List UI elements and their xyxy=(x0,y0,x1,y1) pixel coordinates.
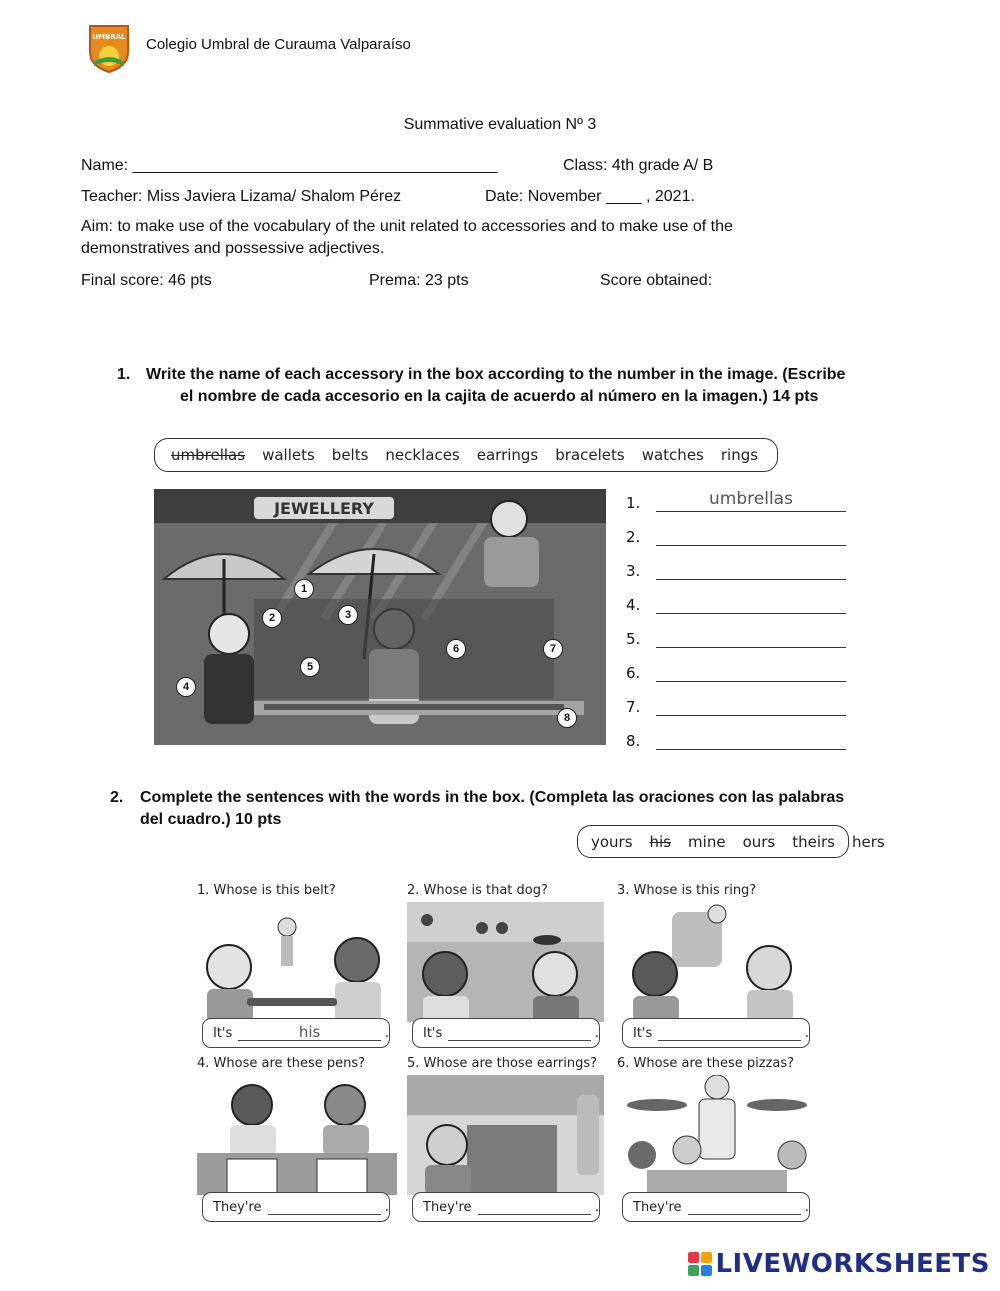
q1-answer-input[interactable] xyxy=(656,591,846,614)
q2-instruction-1: Complete the sentences with the words in the box. (Completa las oraciones con las palabras xyxy=(140,789,845,806)
marker-4: 4 xyxy=(176,677,196,697)
liveworksheets-wordmark: LIVEWORKSHEETS xyxy=(715,1249,990,1279)
q1-instruction-1: Write the name of each accessory in the box according to the number in the image. (Escribe xyxy=(146,366,846,383)
marker-6: 6 xyxy=(446,639,466,659)
marker-1: 1 xyxy=(294,579,314,599)
marker-3: 3 xyxy=(338,605,358,625)
q2-picture-pizzas xyxy=(617,1075,814,1195)
aim-line-1: Aim: to make use of the vocabulary of the unit related to accessories and to make use of the xyxy=(81,218,733,235)
q2-picture-dog xyxy=(407,902,604,1022)
q2-caption: 4. Whose are these pens? xyxy=(197,1056,366,1071)
q1-instruction-2: el nombre de cada accesorio en la cajita de acuerdo al número en la imagen.) 14 pts xyxy=(180,388,819,405)
page-title: Summative evaluation Nº 3 xyxy=(403,116,597,133)
q2-caption: 3. Whose is this ring? xyxy=(617,883,757,898)
word-bank-item: theirs xyxy=(792,832,836,851)
aim-line-2: demonstratives and possessive adjectives. xyxy=(81,240,385,257)
q1-answer-row: 3. xyxy=(626,558,856,582)
marker-5: 5 xyxy=(300,657,320,677)
final-score: Final score: 46 pts xyxy=(81,272,212,289)
q1-answer-row: 6. xyxy=(626,660,856,684)
q2-answer-input[interactable] xyxy=(478,1200,591,1215)
q2-picture-ring xyxy=(617,902,814,1022)
q2-picture-pens xyxy=(197,1075,397,1195)
q1-answer-input[interactable] xyxy=(656,523,846,546)
q2-answer-input[interactable]: his xyxy=(238,1026,381,1041)
word-bank-item: bracelets xyxy=(555,446,625,464)
word-bank-item: rings xyxy=(720,446,759,464)
word-bank-item: earrings xyxy=(476,446,539,464)
word-bank-item: hers xyxy=(852,832,885,851)
word-bank-item: wallets xyxy=(262,446,315,464)
q1-answer-input[interactable] xyxy=(656,625,846,648)
q1-answer-row: 1. umbrellas xyxy=(626,490,856,514)
jewellery-sign: JEWELLERY xyxy=(274,499,374,518)
word-bank-item: necklaces xyxy=(385,446,460,464)
q2-caption: 2. Whose is that dog? xyxy=(407,883,548,898)
word-bank-item: ours xyxy=(742,832,776,851)
score-obtained: Score obtained: xyxy=(600,272,713,289)
word-bank-item: umbrellas xyxy=(171,446,246,464)
q2-answer-box: They're . xyxy=(412,1192,600,1222)
word-bank-item: yours xyxy=(591,832,633,851)
q2-answer-box: It's . xyxy=(622,1018,810,1048)
marker-7: 7 xyxy=(543,639,563,659)
date-field[interactable]: Date: November ____ , 2021. xyxy=(485,188,695,205)
q2-caption: 6. Whose are these pizzas? xyxy=(617,1056,795,1071)
word-bank-item: mine xyxy=(688,832,726,851)
q2-answer-input[interactable] xyxy=(268,1200,381,1215)
q2-answer-box: It's . xyxy=(412,1018,600,1048)
teacher-label: Teacher: Miss Javiera Lizama/ Shalom Pérez xyxy=(81,188,402,205)
q1-answer-row: 2. xyxy=(626,524,856,548)
q2-answer-box: They're . xyxy=(202,1192,390,1222)
q2-answer-box: They're . xyxy=(622,1192,810,1222)
word-bank-item: his xyxy=(649,832,672,851)
q1-answer-input[interactable] xyxy=(656,727,846,750)
q1-word-bank xyxy=(154,438,778,472)
q1-answer-input[interactable] xyxy=(656,693,846,716)
q2-instruction-2: del cuadro.) 10 pts xyxy=(140,811,282,828)
liveworksheets-blocks-icon xyxy=(688,1252,712,1276)
q1-answer-input[interactable] xyxy=(656,659,846,682)
q2-answer-box: It's his . xyxy=(202,1018,390,1048)
q1-number: 1. xyxy=(117,366,131,383)
liveworksheets-logo xyxy=(688,1249,990,1279)
svg-text:UMBRAL: UMBRAL xyxy=(92,33,126,41)
q2-word-bank xyxy=(577,825,885,858)
q1-answer-input[interactable] xyxy=(656,557,846,580)
school-logo xyxy=(86,22,132,74)
word-bank-item: watches xyxy=(641,446,704,464)
school-name: Colegio Umbral de Curauma Valparaíso xyxy=(146,36,411,53)
q1-answer-input[interactable]: umbrellas xyxy=(656,489,846,512)
q2-answer-input[interactable] xyxy=(658,1026,801,1041)
word-bank-item: belts xyxy=(331,446,369,464)
q2-caption: 1. Whose is this belt? xyxy=(197,883,336,898)
q1-answer-row: 4. xyxy=(626,592,856,616)
prema-score: Prema: 23 pts xyxy=(369,272,469,289)
q2-answer-input[interactable] xyxy=(448,1026,591,1041)
q2-picture-belt xyxy=(197,902,397,1022)
q1-answer-row: 5. xyxy=(626,626,856,650)
jewellery-shop-illustration xyxy=(154,489,606,745)
q1-answer-row: 8. xyxy=(626,728,856,752)
q2-caption: 5. Whose are those earrings? xyxy=(407,1056,598,1071)
q1-answer-row: 7. xyxy=(626,694,856,718)
q2-answer-input[interactable] xyxy=(688,1200,801,1215)
q2-number: 2. xyxy=(110,789,124,806)
class-label: Class: 4th grade A/ B xyxy=(563,157,714,174)
q2-picture-earrings xyxy=(407,1075,604,1195)
marker-8: 8 xyxy=(557,708,577,728)
name-field[interactable]: Name: _________________________________________ xyxy=(81,157,498,174)
marker-2: 2 xyxy=(262,608,282,628)
